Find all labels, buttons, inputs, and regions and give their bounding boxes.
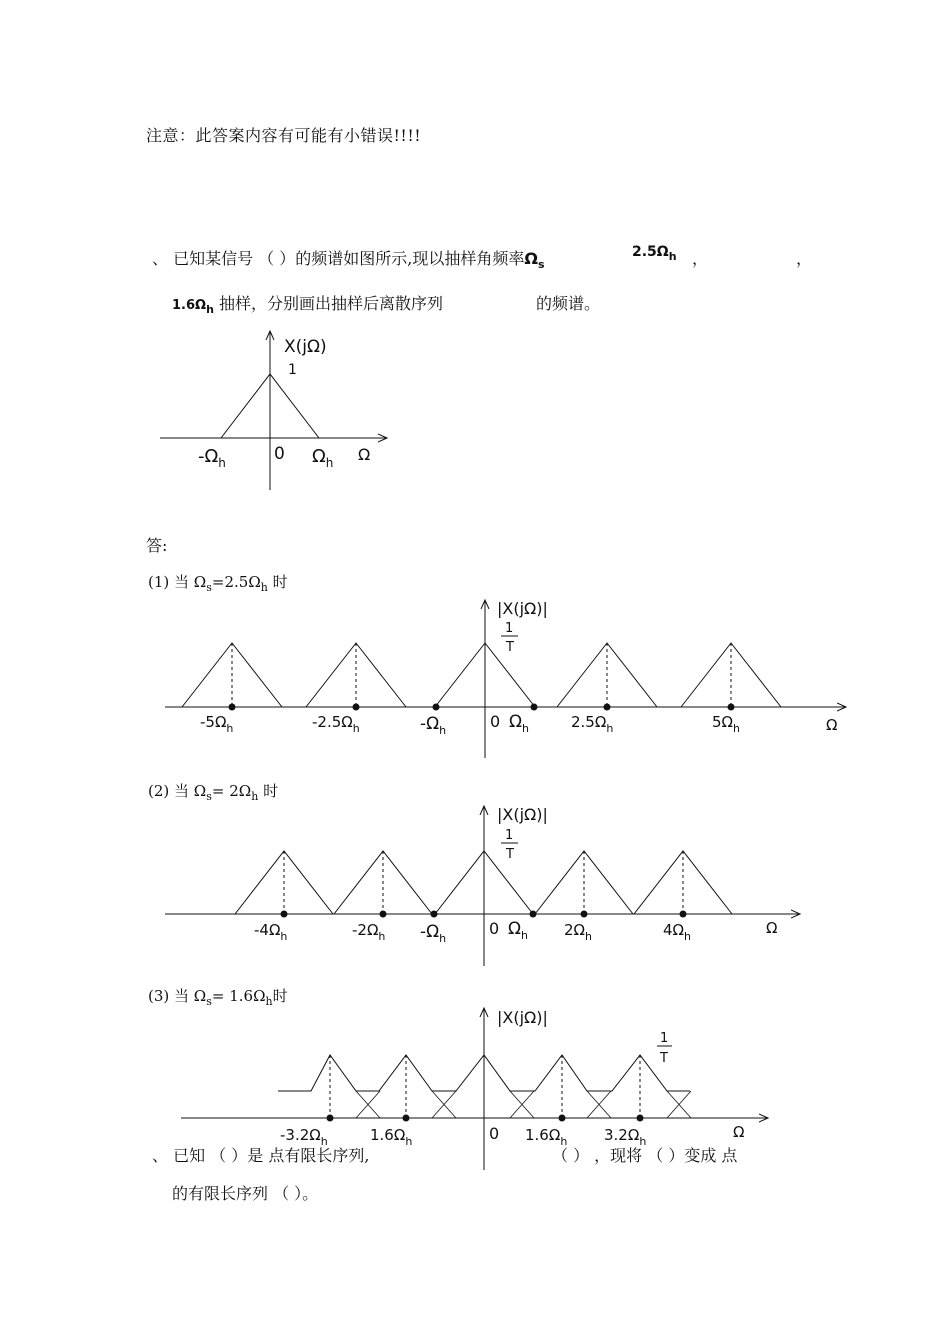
fig3-axis-label: Ω bbox=[733, 1123, 745, 1141]
fig1-tick-label: $2.5\Omega_h$ bbox=[571, 713, 614, 735]
fig2-tick-label: $-2\Omega_h$ bbox=[352, 921, 386, 943]
fig1-tick-label: $-5\Omega_h$ bbox=[200, 713, 234, 735]
fig0-zero: 0 bbox=[274, 444, 285, 464]
case-2-figure bbox=[165, 806, 800, 966]
question-1-line-2-text: 抽样，分别画出抽样后离散序列 bbox=[219, 294, 444, 313]
fig0-pos-tick: $\Omega_h$ bbox=[312, 446, 334, 470]
fig2-dot bbox=[680, 911, 687, 918]
fig1-dashed-lines bbox=[232, 643, 731, 707]
fig0-neg-tick: $-\Omega_h$ bbox=[198, 446, 226, 470]
fig2-dot bbox=[380, 911, 387, 918]
fig1-triangles bbox=[182, 643, 781, 707]
question-1-line-2-end: 的频谱。 bbox=[536, 294, 601, 313]
fig1-tick-label: $\Omega_h$ bbox=[509, 712, 529, 735]
fig1-axis-label: Ω bbox=[826, 716, 838, 734]
fig2-peak-num: 1 bbox=[505, 828, 514, 843]
fig3-peak-den: T bbox=[660, 1051, 668, 1066]
fig1-dot bbox=[353, 704, 360, 711]
fig3-tick-label: $-3.2\Omega_h$ bbox=[280, 1126, 328, 1148]
answer-label: 答: bbox=[146, 536, 168, 555]
fig3-dot bbox=[559, 1115, 566, 1122]
case-3-figure bbox=[181, 1008, 768, 1170]
fig1-tick-label: $-\Omega_h$ bbox=[420, 714, 447, 737]
fig1-ylabel: |X(jΩ)| bbox=[497, 599, 548, 618]
sample-rate-2: $1.6\Omega_h$ bbox=[172, 298, 214, 316]
fig2-axis-label: Ω bbox=[766, 919, 778, 937]
fig3-tick-label: $1.6\Omega_h$ bbox=[525, 1126, 568, 1148]
fig2-tick-label: $-\Omega_h$ bbox=[420, 922, 447, 945]
fig1-tick-label: $-2.5\Omega_h$ bbox=[312, 713, 360, 735]
fig1-tick-label: 0 bbox=[490, 712, 501, 731]
fig0-ylabel: X(jΩ) bbox=[284, 337, 327, 357]
fig2-dot bbox=[581, 911, 588, 918]
fig3-tick-label: 0 bbox=[489, 1124, 500, 1143]
fig3-dot bbox=[403, 1115, 410, 1122]
fig0-axis-label: Ω bbox=[358, 445, 371, 464]
fig1-peak-den: T bbox=[506, 640, 514, 655]
case-1-label: (1) 当 $\Omega_s=2.5\Omega_h$ 时 bbox=[148, 573, 288, 594]
case-3-label: (3) 当 $\Omega_s= 1.6\Omega_h$时 bbox=[148, 987, 288, 1008]
original-spectrum-figure bbox=[160, 331, 387, 490]
question-2-line-1b: （ ） ，现将 （ ）变成 点 bbox=[552, 1146, 738, 1165]
fig3-dot bbox=[327, 1115, 334, 1122]
question-2-line-2: 的有限长序列 （ ）。 bbox=[172, 1184, 319, 1203]
fig2-tick-label: $-4\Omega_h$ bbox=[254, 921, 288, 943]
comma-2: ， bbox=[796, 249, 813, 268]
fig1-dot bbox=[604, 704, 611, 711]
fig1-dot bbox=[229, 704, 236, 711]
fig3-tick-label: $3.2\Omega_h$ bbox=[604, 1126, 647, 1148]
fig1-tick-label: $5\Omega_h$ bbox=[712, 713, 740, 735]
fig2-dot bbox=[530, 911, 537, 918]
fig2-peak-den: T bbox=[506, 847, 514, 862]
fig2-tick-label: $\Omega_h$ bbox=[508, 919, 528, 942]
fig0-peak: 1 bbox=[288, 362, 297, 378]
fig2-tick-label: $4\Omega_h$ bbox=[663, 921, 691, 943]
fig2-dot bbox=[281, 911, 288, 918]
fig2-tick-label: 0 bbox=[489, 919, 500, 938]
fig3-dashed-lines bbox=[330, 1055, 640, 1118]
fig1-dot bbox=[433, 704, 440, 711]
sample-rate-1: $2.5\Omega_h$ bbox=[632, 244, 677, 263]
question-1-prefix: 、 已知某信号 （ ）的频谱如图所示,现以抽样角频率 bbox=[152, 249, 525, 268]
fig3-dot bbox=[637, 1115, 644, 1122]
case-2-label: (2) 当 $\Omega_s= 2\Omega_h$ 时 bbox=[148, 782, 279, 803]
fig2-tick-label: $2\Omega_h$ bbox=[564, 921, 592, 943]
comma-1: ， bbox=[692, 249, 709, 268]
omega-s-symbol: $\Omega_s$ bbox=[524, 249, 545, 271]
fig1-peak-num: 1 bbox=[505, 621, 514, 636]
fig1-dot bbox=[531, 704, 538, 711]
fig2-ylabel: |X(jΩ)| bbox=[497, 805, 548, 824]
fig2-dot bbox=[431, 911, 438, 918]
warning-note: 注意：此答案内容有可能有小错误!!!! bbox=[146, 126, 422, 145]
fig3-peak-num: 1 bbox=[660, 1031, 669, 1046]
fig1-dot bbox=[728, 704, 735, 711]
question-2-line-1a: 、 已知 （ ）是 点有限长序列, bbox=[152, 1146, 370, 1165]
fig3-tick-label: $1.6\Omega_h$ bbox=[370, 1126, 413, 1148]
fig3-ylabel: |X(jΩ)| bbox=[497, 1008, 548, 1027]
